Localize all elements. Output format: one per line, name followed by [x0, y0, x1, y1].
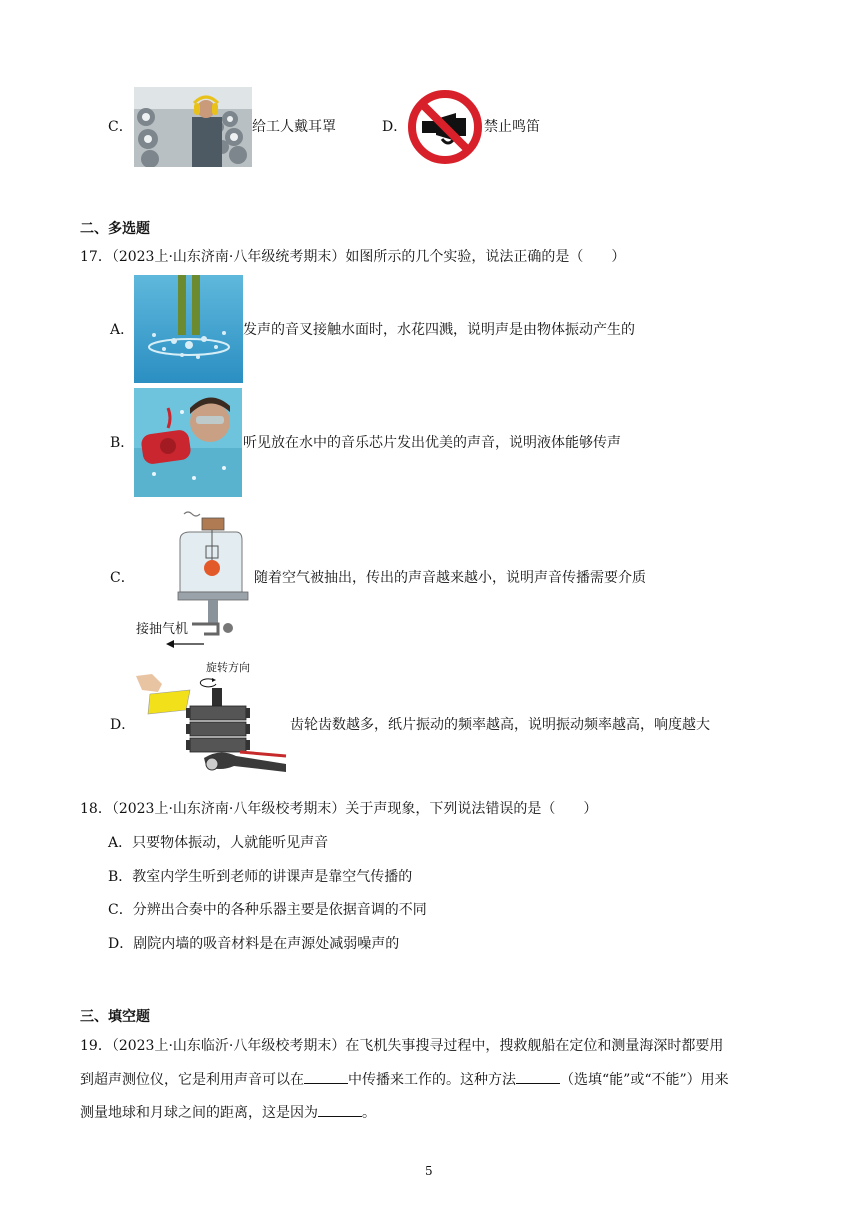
q17-option-b-letter: B．: [110, 435, 135, 451]
rotation-direction-label: 旋转方向: [206, 661, 250, 674]
tuning-fork-water-photo: [134, 275, 243, 383]
page-number: 5: [425, 1164, 433, 1178]
q17-option-d-text: 齿轮齿数越多，纸片振动的频率越高，说明振动频率越高，响度越大: [290, 717, 710, 733]
no-honking-sign-icon: [406, 89, 484, 165]
q19-line-2-part-1: 到超声测位仪，它是利用声音可以在: [80, 1072, 304, 1088]
q19-line-1: 19．（2023上·山东临沂·八年级校考期末）在飞机失事搜寻过程中，搜救舰船在定位和测量海深时都要用: [80, 1038, 724, 1054]
q19-line-2: [80, 1069, 729, 1090]
q18-option-c: C．分辨出合奏中的各种乐器主要是依据音调的不同: [108, 902, 427, 918]
q18-stem: 18．（2023上·山东济南·八年级校考期末）关于声现象，下列说法错误的是（ ）: [80, 801, 598, 817]
q19-line-2-part-2: 中传播来工作的。这种方法: [348, 1072, 516, 1088]
q19-line-3: [80, 1102, 376, 1123]
q17-option-c-letter: C．: [110, 570, 135, 586]
answer-blank-2[interactable]: [516, 1069, 560, 1084]
q17-option-a-letter: A．: [110, 322, 135, 338]
q17-stem: 17．（2023上·山东济南·八年级统考期末）如图所示的几个实验，说法正确的是（ ）: [80, 249, 626, 265]
q16-option-d-text: 禁止鸣笛: [484, 119, 540, 135]
q18-option-b: B．教室内学生听到老师的讲课声是靠空气传播的: [108, 869, 413, 885]
section-title-multiple-choice: 二、多选题: [80, 221, 150, 237]
answer-blank-3[interactable]: [318, 1102, 362, 1117]
q19-line-3-part-1: 测量地球和月球之间的距离，这是因为: [80, 1105, 318, 1121]
q17-option-b-text: 听见放在水中的音乐芯片发出优美的声音，说明液体能够传声: [243, 435, 621, 451]
q16-option-c-text: 给工人戴耳罩: [252, 119, 336, 135]
q19-line-2-part-3: （选填“能”或“不能”）用来: [560, 1072, 729, 1088]
vacuum-pump-label: 接抽气机: [136, 622, 189, 637]
bell-jar-vacuum-diagram: [132, 510, 254, 652]
q17-option-c-text: 随着空气被抽出，传出的声音越来越小，说明声音传播需要介质: [254, 570, 646, 586]
worker-earmuffs-photo: [134, 87, 252, 167]
q17-option-a-text: 发声的音叉接触水面时，水花四溅，说明声是由物体振动产生的: [243, 322, 635, 338]
gear-paper-card-diagram: [136, 660, 292, 784]
music-chip-underwater-photo: [134, 388, 242, 497]
arrow-left-icon: [166, 638, 206, 650]
q19-line-3-part-2: 。: [362, 1105, 376, 1121]
q17-option-d-letter: D．: [110, 717, 136, 733]
q18-option-a: A．只要物体振动，人就能听见声音: [108, 835, 329, 851]
section-title-fill-in: 三、填空题: [80, 1009, 150, 1025]
q16-option-d-letter: D．: [382, 119, 408, 135]
answer-blank-1[interactable]: [304, 1069, 348, 1084]
q18-option-d: D．剧院内墙的吸音材料是在声源处减弱噪声的: [108, 936, 400, 952]
q16-option-c-letter: C．: [108, 119, 133, 135]
